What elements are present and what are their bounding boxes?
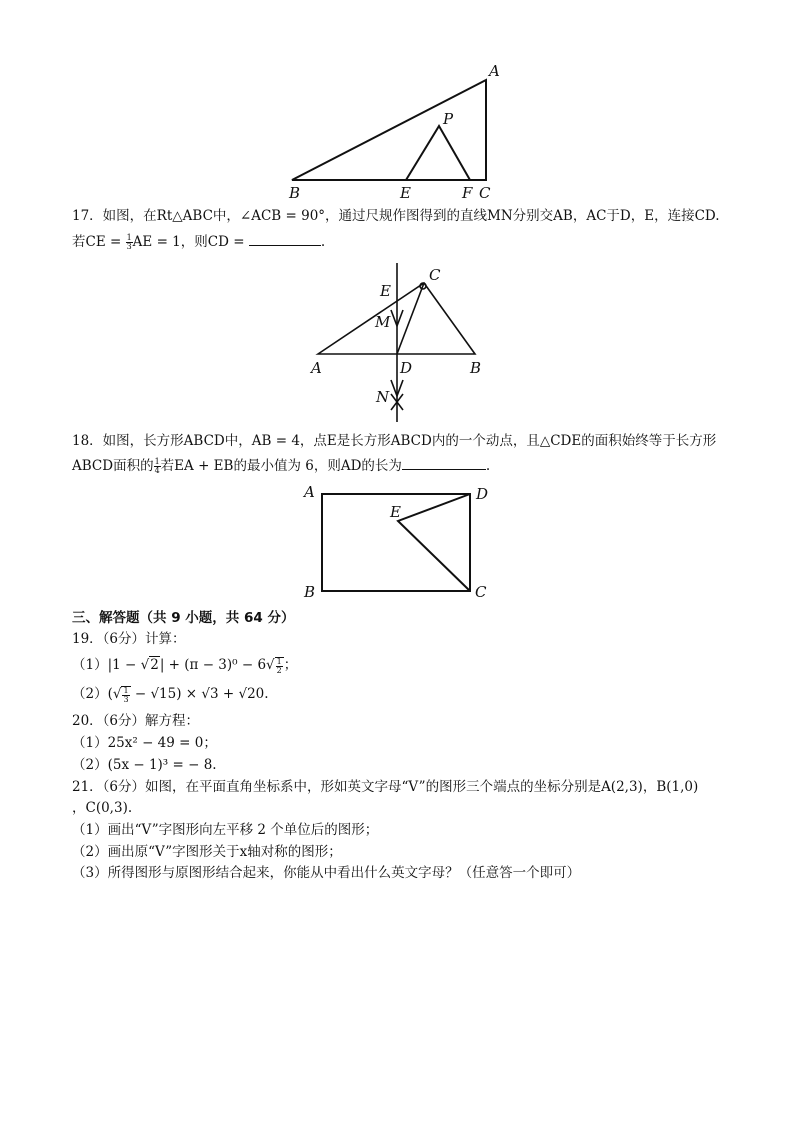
figure-17-triangle — [318, 263, 475, 422]
label-17-n: N — [376, 388, 390, 406]
q17-line2-mid: AE = 1，则CD = — [132, 234, 249, 250]
q17-frac-num: 1 — [126, 233, 132, 242]
q17-line1: 17．如图，在Rt△ABC中，∠ACB = 90°，通过尺规作图得到的直线MN分别交AB，AC于D，E，连接CD. — [72, 208, 720, 224]
q21-line2: ，C(0,3). — [72, 800, 133, 816]
q19-p1-prefix: （1）|1 − √ — [72, 657, 150, 673]
label-18-d: D — [476, 485, 489, 503]
label-18-b: B — [304, 583, 316, 601]
q18-frac-num: 1 — [154, 457, 160, 466]
figure-16-triangle — [292, 80, 486, 180]
q18-frac-den: 4 — [154, 466, 160, 475]
label-18-c: C — [475, 583, 487, 601]
label-18-e: E — [390, 503, 401, 521]
q18-line2-mid: 若EA + EB的最小值为 6，则AD的长为 — [160, 458, 402, 474]
q19-part2 — [72, 685, 269, 704]
label-17-a: A — [311, 359, 322, 377]
triangle-pef — [406, 126, 470, 180]
q19-p1-mid: | + (π − 3)⁰ − 6√ — [159, 657, 275, 673]
q18-line1: 18．如图，长方形ABCD中，AB = 4，点E是长方形ABCD内的一个动点，且△CDE的面积始终等于长方形 — [72, 433, 717, 449]
q17-frac-den: 3 — [126, 242, 132, 251]
section-3-heading: 三、解答题（共 9 小题，共 64 分） — [72, 610, 295, 626]
q19-p1-radicand: 2 — [150, 657, 159, 673]
triangle-cde — [398, 494, 470, 591]
triangle-abc — [292, 80, 486, 180]
q18-line2-end: . — [485, 458, 491, 474]
label-18-a: A — [304, 483, 315, 501]
q19-p2-mid: − √15) × √3 + √20. — [130, 686, 269, 702]
label-16-f: F — [462, 184, 473, 202]
q19-p2-fraction — [121, 686, 130, 704]
segment-cd — [397, 283, 424, 354]
label-17-e: E — [380, 282, 391, 300]
q17-line2-end: . — [320, 234, 326, 250]
q19-p2-prefix: （2）(√ — [72, 686, 122, 702]
q19-title: 19．（6分）计算： — [72, 631, 186, 647]
q17-line2 — [72, 233, 325, 251]
q21-line1: 21．（6分）如图，在平面直角坐标系中，形如英文字母“V”的图形三个端点的坐标分别是A(2,3)，B(1,0) — [72, 779, 699, 795]
q19-p1-frac-den: 2 — [276, 665, 282, 675]
label-16-c: C — [479, 184, 491, 202]
q21-part2: （2）画出原“V”字图形关于x轴对称的图形； — [72, 844, 342, 860]
q18-answer-blank — [402, 457, 486, 470]
q20-part2: （2）(5x − 1)³ = − 8. — [72, 757, 217, 773]
q17-answer-blank — [249, 233, 321, 246]
q18-line2-prefix: ABCD面积的 — [72, 458, 154, 474]
q17-line2-prefix: 若CE = — [72, 234, 126, 250]
q18-line2 — [72, 457, 490, 475]
q19-part1 — [72, 656, 297, 675]
q20-part1: （1）25x² − 49 = 0； — [72, 735, 217, 751]
label-17-d: D — [400, 359, 413, 377]
label-16-b: B — [289, 184, 301, 202]
q19-p1-frac-num: 1 — [276, 656, 282, 666]
label-16-a: A — [489, 62, 500, 80]
label-16-p: P — [443, 110, 454, 128]
label-17-c: C — [429, 266, 441, 284]
q17-fraction — [126, 234, 133, 251]
q19-p1-fraction — [275, 657, 284, 675]
q19-p2-frac-den: 3 — [123, 694, 129, 704]
q21-part3: （3）所得图形与原图形结合起来，你能从中看出什么英文字母？（任意答一个即可） — [72, 865, 581, 881]
label-16-e: E — [400, 184, 411, 202]
q19-p2-frac-num: 1 — [123, 685, 129, 695]
q20-title: 20．（6分）解方程： — [72, 713, 200, 729]
q18-fraction — [154, 458, 161, 475]
q19-p1-end: ； — [283, 657, 298, 673]
label-17-b: B — [470, 359, 482, 377]
label-17-m: M — [375, 313, 391, 331]
q21-part1: （1）画出“V”字图形向左平移 2 个单位后的图形； — [72, 822, 379, 838]
